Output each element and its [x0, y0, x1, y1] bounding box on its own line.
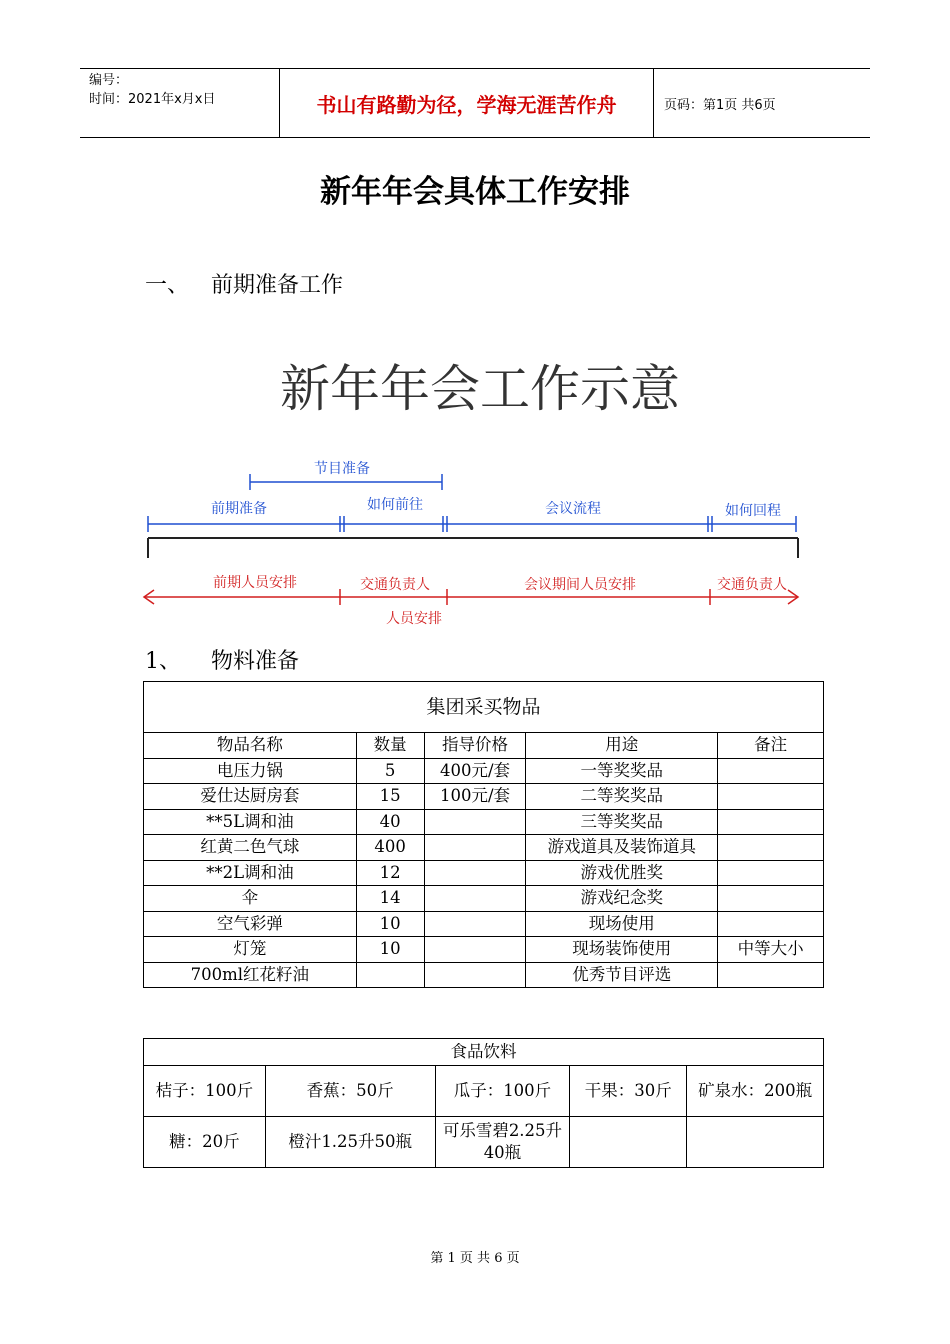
table-cell: 14: [356, 886, 424, 912]
people-label: 交通负责人: [717, 577, 787, 593]
phase-label: 如何前往: [367, 497, 423, 513]
column-header: 用途: [526, 733, 718, 759]
table-cell: 一等奖奖品: [526, 758, 718, 784]
timeline-axis: [148, 538, 798, 558]
section-number: 一、: [145, 273, 190, 298]
header-motto: 书山有路勤为径，学海无涯苦作舟: [280, 69, 654, 137]
table-cell: 400元/套: [424, 758, 526, 784]
people-label: 前期人员安排: [213, 575, 297, 591]
table-cell: **5L调和油: [144, 809, 357, 835]
table-cell: 12: [356, 860, 424, 886]
phase-label: 前期准备: [211, 501, 267, 517]
table-cell: [424, 937, 526, 963]
table-cell: 游戏优胜奖: [526, 860, 718, 886]
column-header: 数量: [356, 733, 424, 759]
table-cell: 二等奖奖品: [526, 784, 718, 810]
table-cell: [718, 911, 824, 937]
table-cell: 5: [356, 758, 424, 784]
table-cell: [570, 1117, 687, 1168]
table-cell: 中等大小: [718, 937, 824, 963]
table-cell: [718, 886, 824, 912]
table-cell: 10: [356, 937, 424, 963]
table-cell: [718, 809, 824, 835]
table-cell: 700ml红花籽油: [144, 962, 357, 988]
page-header: [80, 68, 870, 138]
table-row: [144, 962, 824, 988]
table-cell: 橙汁1.25升50瓶: [265, 1117, 435, 1168]
table-cell: [687, 1117, 824, 1168]
diagram-top-label: 节目准备: [314, 461, 370, 477]
phase-line: [148, 516, 796, 532]
table-cell: **2L调和油: [144, 860, 357, 886]
table-row: [144, 758, 824, 784]
table-caption: 集团采买物品: [144, 682, 824, 733]
table-cell: 糖：20斤: [144, 1117, 266, 1168]
table-cell: 爱仕达厨房套: [144, 784, 357, 810]
date-label: 时间：2021年x月x日: [89, 92, 216, 107]
table-cell: 矿泉水：200瓶: [687, 1066, 824, 1117]
workflow-diagram: [140, 340, 810, 630]
table-cell: 100元/套: [424, 784, 526, 810]
table-cell: 现场使用: [526, 911, 718, 937]
section-text: 物料准备: [211, 649, 300, 674]
table-row: [144, 937, 824, 963]
table-cell: 香蕉：50斤: [265, 1066, 435, 1117]
table-cell: 游戏纪念奖: [526, 886, 718, 912]
table-cell: [718, 860, 824, 886]
table-row: [144, 911, 824, 937]
table-cell: 干果：30斤: [570, 1066, 687, 1117]
table-cell: 15: [356, 784, 424, 810]
table-cell: 400: [356, 835, 424, 861]
column-header: 指导价格: [424, 733, 526, 759]
table-cell: 桔子：100斤: [144, 1066, 266, 1117]
phase-label: 如何回程: [725, 503, 781, 519]
table-cell: 灯笼: [144, 937, 357, 963]
table-caption: 食品饮料: [144, 1039, 824, 1066]
table-cell: 10: [356, 911, 424, 937]
header-meta: [80, 69, 280, 137]
people-label: 会议期间人员安排: [524, 577, 636, 593]
header-page-info: 页码：第1页 共6页: [664, 97, 776, 113]
table-cell: [718, 784, 824, 810]
diagram-bottom-label: 人员安排: [386, 611, 442, 627]
table-cell: [424, 860, 526, 886]
people-line: [144, 589, 798, 605]
page-footer: 第 1 页 共 6 页: [430, 1251, 520, 1266]
table-cell: 优秀节目评选: [526, 962, 718, 988]
table-cell: 三等奖奖品: [526, 809, 718, 835]
table-cell: [424, 962, 526, 988]
table-row: [144, 860, 824, 886]
section-number: 1、: [145, 649, 181, 674]
table-cell: [718, 835, 824, 861]
table-header-row: [144, 733, 824, 759]
table-row: [144, 1066, 824, 1117]
table-cell: [356, 962, 424, 988]
table-row: [144, 835, 824, 861]
table-row: [144, 784, 824, 810]
table-cell: 红黄二色气球: [144, 835, 357, 861]
table-cell: [424, 809, 526, 835]
table-cell: [424, 911, 526, 937]
table-cell: [718, 962, 824, 988]
table-cell: 游戏道具及装饰道具: [526, 835, 718, 861]
diagram-title: 新年年会工作示意: [280, 360, 680, 418]
table-cell: [424, 886, 526, 912]
table-row: [144, 886, 824, 912]
number-label: 编号：: [89, 73, 129, 88]
section-text: 前期准备工作: [211, 273, 344, 298]
table-cell: 40: [356, 809, 424, 835]
section-heading-2: [145, 644, 299, 675]
table-cell: 现场装饰使用: [526, 937, 718, 963]
table-row: [144, 809, 824, 835]
column-header: 备注: [718, 733, 824, 759]
table-cell: 电压力锅: [144, 758, 357, 784]
people-label: 交通负责人: [360, 577, 430, 593]
table-row: [144, 1117, 824, 1168]
table-cell: [424, 835, 526, 861]
food-drink-table: [143, 1038, 824, 1168]
purchase-table: [143, 681, 824, 988]
table-cell: 空气彩弹: [144, 911, 357, 937]
table-cell: 可乐雪碧2.25升40瓶: [435, 1117, 570, 1168]
phase-label: 会议流程: [545, 501, 601, 517]
table-cell: 伞: [144, 886, 357, 912]
section-heading-1: [145, 268, 343, 299]
table-cell: [718, 758, 824, 784]
table-cell: 瓜子：100斤: [435, 1066, 570, 1117]
document-title: 新年年会具体工作安排: [320, 174, 630, 210]
column-header: 物品名称: [144, 733, 357, 759]
